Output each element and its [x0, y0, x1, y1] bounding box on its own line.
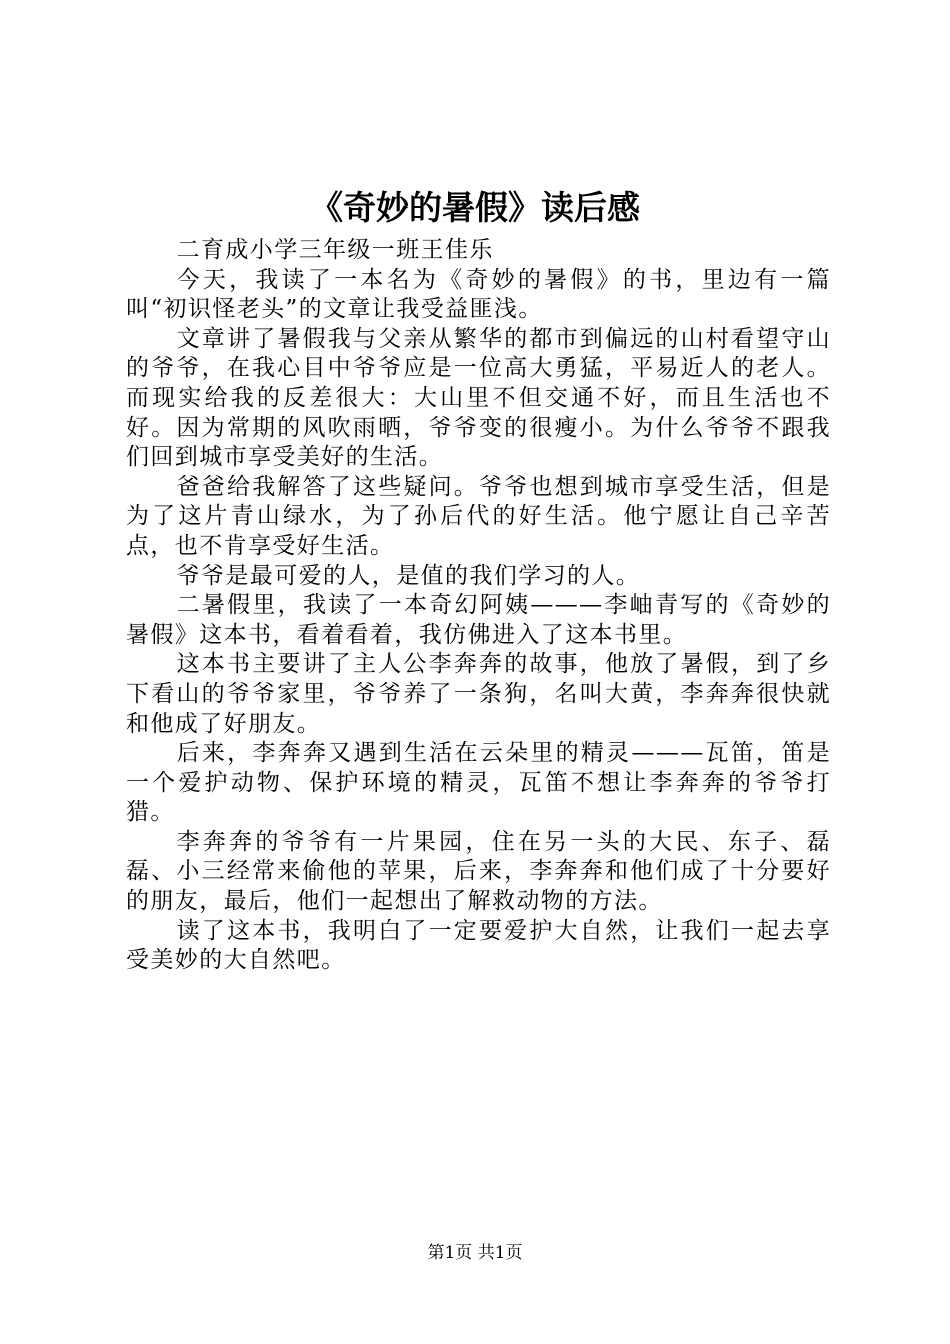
paragraph: 后来，李奔奔又遇到生活在云朵里的精灵———瓦笛，笛是一个爱护动物、保护环境的精灵，瓦笛不想让李奔奔的爷爷打猎。 — [126, 740, 831, 826]
author-line: 二育成小学三年级一班王佳乐 — [176, 237, 494, 263]
paragraph: 这本书主要讲了主人公李奔奔的故事，他放了暑假，到了乡下看山的爷爷家里，爷爷养了一条狗，名叫大黄，李奔奔很快就和他成了好朋友。 — [126, 651, 831, 737]
document-body — [126, 236, 831, 976]
document-title: 《奇妙的暑假》读后感 — [310, 188, 640, 227]
paragraph: 读了这本书，我明白了一定要爱护大自然，让我们一起去享受美妙的大自然吧。 — [126, 917, 831, 974]
paragraph: 文章讲了暑假我与父亲从繁华的都市到偏远的山村看望守山的爷爷，在我心目中爷爷应是一位高大勇猛，平易近人的老人。而现实给我的反差很大：大山里不但交通不好，而且生活也不好。因为常期的风吹雨晒，爷爷变的很瘦小。为什么爷爷不跟我们回到城市享受美好的生活。 — [126, 325, 831, 471]
paragraph: 爷爷是最可爱的人，是值的我们学习的人。 — [176, 562, 641, 589]
paragraph: 今天，我读了一本名为《奇妙的暑假》的书，里边有一篇叫“初识怪老头”的文章让我受益匪浅。 — [126, 266, 831, 323]
paragraph: 二暑假里，我读了一本奇幻阿姨———李岫青写的《奇妙的暑假》这本书，看着看着，我仿佛进入了这本书里。 — [126, 592, 831, 648]
paragraph: 爸爸给我解答了这些疑问。爷爷也想到城市享受生活，但是为了这片青山绿水，为了孙后代的好生活。他宁愿让自己辛苦点，也不肯享受好生活。 — [126, 473, 831, 559]
paragraph: 李奔奔的爷爷有一片果园，住在另一头的大民、东子、磊磊、小三经常来偷他的苹果，后来，李奔奔和他们成了十分要好的朋友，最后，他们一起想出了解救动物的方法。 — [126, 828, 831, 915]
page-footer: 第1页 共1页 — [427, 1243, 523, 1263]
